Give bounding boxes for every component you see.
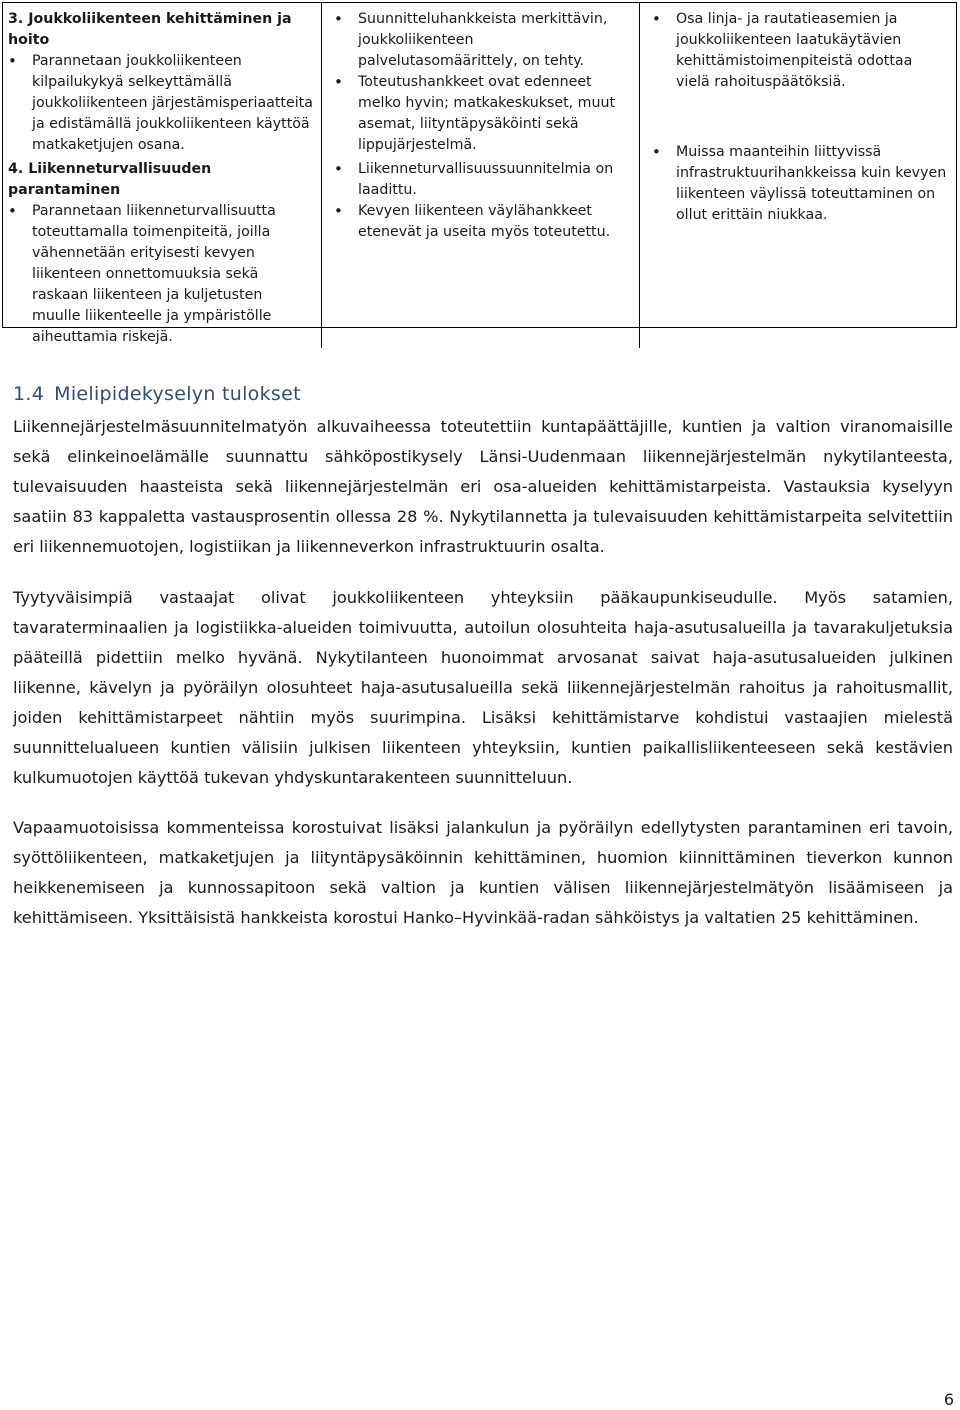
paragraph: Liikennejärjestelmäsuunnitelmatyön alkuvaiheessa toteutettiin kuntapäättäjille, kuntien ja valtion viranomaisille sekä elinkeinoelämälle suunnattu sähköpostikysely Länsi-Uudenmaan liikennejärjestelmän nykytilanteesta, tulevaisuuden haasteista sekä liikennejärjestelmän eri osa-alueiden kehittämistarpeista. Vastauksia kyselyyn saatiin 83 kappaletta vastausprosentin ollessa 28 %. Nykytilannetta ja tulevaisuuden kehittämistarpeita selvitettiin eri liikennemuotojen, logistiikan ja liikenneverkon infrastruktuurin osalta.	[13, 417, 953, 556]
list-item: • Kevyen liikenteen väylähankkeet etenevät ja useita myös toteutettu.	[334, 201, 633, 243]
paragraph: Tyytyväisimpiä vastaajat olivat joukkoliikenteen yhteyksiin pääkaupunkiseudulle. Myös satamien, tavaraterminaalien ja logistiikka-alueiden toimivuutta, autoilun olosuhteita haja-asutusalueilla ja tavarakuljetuksia pääteillä pidettiin melko hyvänä. Nykytilanteen huonoimmat arvosanat saivat haja-asutusalueiden julkinen liikenne, kävelyn ja pyöräilyn olosuhteet haja-asutusalueilla sekä liikennejärjestelmän rahoitus ja rahoitusmallit, joiden kehittämistarpeet nähtiin myös suurimpina. Lisäksi kehittämistarve kohdistui vastaajien mielestä suunnittelualueen kuntien välisiin julkisen liikenteen yhteyksiin, kuntien paikallisliikenteeseen sekä kestävien kulkumuotojen käyttöä tukevan yhdyskuntarakenteen suunnitteluun.	[13, 588, 953, 787]
list-item: • Parannetaan liikenneturvallisuutta toteuttamalla toimenpiteitä, joilla vähennetään erityisesti kevyen liikenteen onnettomuuksia sekä raskaan liikenteen ja kuljetusten muulle liikenteelle ja ympäristölle aiheuttamia riskejä.	[8, 201, 315, 348]
table-heading-public-transport: 3. Joukkoliikenteen kehittäminen ja hoito	[8, 11, 292, 48]
table-col-objectives	[3, 3, 321, 348]
bullet-list	[652, 142, 950, 226]
section-title: Mielipidekyselyn tulokset	[54, 383, 301, 405]
table-col-issues	[639, 3, 956, 348]
paragraph: Vapaamuotoisissa kommenteissa korostuivat lisäksi jalankulun ja pyöräilyn edellytysten parantaminen eri tavoin, syöttöliikenteen, matkaketjujen ja liityntäpysäköinnin kehittäminen, huomion kiinnittäminen tieverkon kunnon heikkenemiseen ja kunnossapitoon sekä valtion ja kuntien välisen liikennejärjestelmätyön lisäämiseen ja kehittämiseen. Yksittäisistä hankkeista korostui Hanko–Hyvinkää-radan sähköistys ja valtatien 25 kehittäminen.	[13, 818, 953, 927]
list-item: • Parannetaan joukkoliikenteen kilpailukykyä selkeyttämällä joukkoliikenteen järjestämisperiaatteita ja edistämällä joukkoliikenteen käyttöä matkaketjujen osana.	[8, 51, 315, 156]
bullet-list	[334, 9, 633, 156]
list-item: • Toteutushankkeet ovat edenneet melko hyvin; matkakeskukset, muut asemat, liityntäpysäköinti sekä lippujärjestelmä.	[334, 72, 633, 156]
bullet-list	[334, 159, 633, 243]
list-item: • Osa linja- ja rautatieasemien ja joukkoliikenteen laatukäytävien kehittämistoimenpiteistä odottaa vielä rahoituspäätöksiä.	[652, 9, 950, 93]
section-heading	[13, 383, 301, 405]
bullet-list	[8, 201, 315, 348]
measures-table	[2, 2, 957, 345]
section-number: 1.4	[13, 383, 45, 405]
table-heading-traffic-safety: 4. Liikenneturvallisuuden parantaminen	[8, 161, 212, 198]
page-number: 6	[943, 1390, 954, 1409]
table-col-progress	[321, 3, 639, 348]
bullet-list	[8, 51, 315, 156]
list-item: • Liikenneturvallisuussuunnitelmia on laadittu.	[334, 159, 633, 201]
list-item: • Muissa maanteihin liittyvissä infrastruktuurihankkeissa kuin kevyen liikenteen väylissä toteuttaminen on ollut erittäin niukkaa.	[652, 142, 950, 226]
list-item: • Suunnitteluhankkeista merkittävin, joukkoliikenteen palvelutasomäärittely, on tehty.	[334, 9, 633, 72]
bullet-list	[652, 9, 950, 93]
